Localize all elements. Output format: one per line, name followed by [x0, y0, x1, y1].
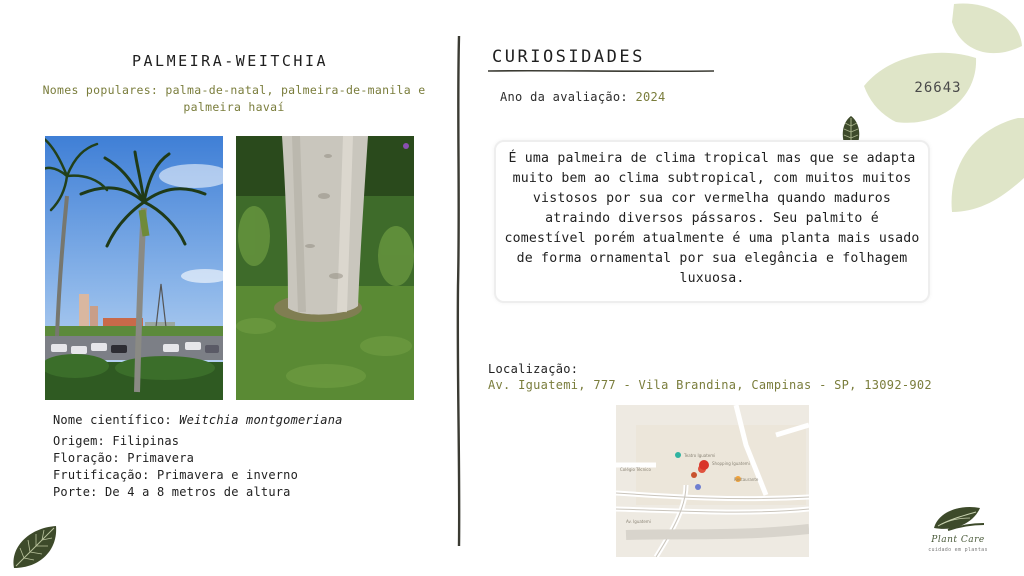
scientific-name-value: Weitchia montgomeriana: [179, 413, 343, 427]
trunk-photo: [236, 136, 414, 400]
plant-title: PALMEIRA-WEITCHIA: [131, 52, 329, 70]
evaluation-year: [500, 90, 666, 104]
svg-text:Colégio Técnico: Colégio Técnico: [620, 467, 651, 472]
logo-name: Plant Care: [931, 535, 985, 545]
popular-names: Nomes populares: palma-de-natal, palmeira-de-manila e palmeira havaí: [42, 83, 426, 114]
plant-id-number: 26643: [914, 80, 962, 96]
location-address: Av. Iguatemi, 777 - Vila Brandina, Campinas - SP, 13092-902: [488, 378, 932, 392]
plant-facts: [53, 412, 343, 501]
size: Porte: De 4 a 8 metros de altura: [53, 485, 291, 499]
curiosities-title: CURIOSIDADES: [492, 47, 645, 67]
logo-tagline: cuidado em plantas: [928, 547, 988, 553]
svg-text:Teatro Iguatemi: Teatro Iguatemi: [684, 453, 716, 458]
decorative-leaf-bottom-left: [8, 522, 60, 572]
svg-text:Shopping Iguatemi: Shopping Iguatemi: [712, 461, 750, 466]
curiosities-text: É uma palmeira de clima tropical mas que se adapta muito bem ao clima subtropical, com muitos muitos vistosos por sua cor vermelha quando maduros atraindo diversos pássaros. Seu palmito é comestível porém atualmente é uma planta mais usado de forma ornamental por sua elegância e folhagem luxuosa.: [504, 151, 920, 286]
palm-tree-photo: [45, 136, 223, 400]
scientific-name-label: Nome científico:: [53, 413, 180, 427]
location-map[interactable]: [616, 405, 809, 557]
evaluation-year-label: Ano da avaliação:: [500, 90, 636, 104]
scientific-name: [53, 412, 343, 429]
flowering: Floração: Primavera: [53, 451, 195, 465]
svg-text:Restaurante: Restaurante: [734, 477, 759, 482]
evaluation-year-value: 2024: [635, 90, 666, 104]
vertical-divider: [454, 36, 464, 546]
origin: Origem: Filipinas: [53, 434, 180, 448]
svg-text:Av. Iguatemi: Av. Iguatemi: [626, 519, 651, 524]
fruiting: Frutificação: Primavera e inverno: [53, 468, 299, 482]
title-underline: [488, 68, 714, 74]
location-label: Localização:: [488, 362, 579, 376]
